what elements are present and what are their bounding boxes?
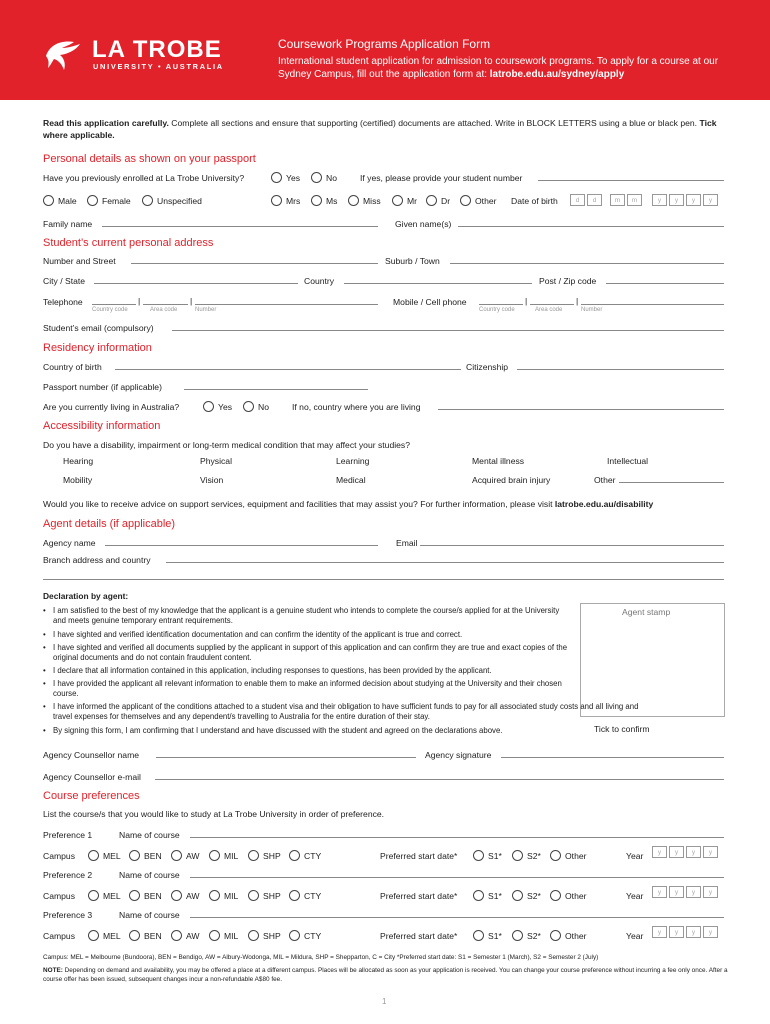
branch-address-label: Branch address and country: [43, 555, 151, 565]
country-of-birth-field[interactable]: [115, 369, 461, 370]
preference-label: Preference 1: [43, 830, 93, 840]
disability-link[interactable]: latrobe.edu.au/disability: [554, 499, 654, 509]
preference-label: Preference 3: [43, 910, 93, 920]
previous-enrolment-label: Have you previously enrolled at La Trobe University?: [43, 173, 245, 183]
postcode-label: Post / Zip code: [539, 276, 597, 286]
country-code-hint: Country code: [479, 307, 515, 313]
mobile-label: Mobile / Cell phone: [393, 297, 467, 307]
suburb-field[interactable]: [450, 263, 724, 264]
start-other-radio[interactable]: Other: [550, 930, 587, 941]
declaration-bullet: • I declare that all information contained in this application, including responses to questions, has been provided by the applicant.: [43, 666, 568, 676]
declaration-bullet: • By signing this form, I am confirming that I understand and have discussed with the student and agreed on the declarations above.: [43, 726, 568, 736]
campus-radio[interactable]: CTY: [289, 930, 321, 941]
campus-radio[interactable]: MIL: [209, 890, 238, 901]
student-number-label: If yes, please provide your student number: [360, 173, 523, 183]
campus-label: Campus: [43, 931, 75, 941]
section-residency-heading: Residency information: [43, 342, 152, 354]
citizenship-label: Citizenship: [466, 362, 509, 372]
disability-other-field[interactable]: [619, 482, 724, 483]
number-hint: Number: [581, 307, 603, 313]
living-no-radio[interactable]: No: [243, 401, 269, 412]
tick-to-confirm-checkbox[interactable]: Tick to confirm: [594, 724, 650, 734]
year-box[interactable]: y: [703, 846, 718, 858]
campus-radio[interactable]: AW: [171, 850, 200, 861]
country-label: Country: [304, 276, 335, 286]
agency-email-label: Email: [396, 538, 418, 548]
telephone-label: Telephone: [43, 297, 83, 307]
title-mrs-radio[interactable]: Mrs: [271, 195, 300, 206]
campus-legend: Campus: MEL = Melbourne (Bundoora), BEN = Bendigo, AW = Albury-Wodonga, MIL = Mildura, SHP = Shepparton, C = City *Preferred start date: S1 = Semester 1 (March), S2 = Semester 2 (July): [43, 954, 599, 961]
campus-radio[interactable]: CTY: [289, 850, 321, 861]
course-name-label: Name of course: [119, 830, 180, 840]
year-label: Year: [626, 931, 644, 941]
start-other-radio[interactable]: Other: [550, 850, 587, 861]
campus-radio[interactable]: SHP: [248, 890, 281, 901]
counsellor-email-field[interactable]: [155, 779, 724, 780]
disability-option[interactable]: Mental illness: [472, 456, 525, 466]
header-banner: [0, 0, 770, 100]
campus-label: Campus: [43, 891, 75, 901]
start-date-label: Preferred start date*: [380, 891, 458, 901]
disability-option[interactable]: Acquired brain injury: [472, 475, 551, 485]
campus-radio[interactable]: AW: [171, 890, 200, 901]
campus-radio[interactable]: SHP: [248, 850, 281, 861]
counsellor-name-field[interactable]: [156, 757, 416, 758]
family-name-field[interactable]: [102, 226, 378, 227]
year-box[interactable]: y: [686, 886, 701, 898]
agency-name-field[interactable]: [105, 545, 378, 546]
title-mr-radio[interactable]: Mr: [392, 195, 417, 206]
country-code-hint: Country code: [92, 307, 128, 313]
gender-female-radio[interactable]: Female: [87, 195, 131, 206]
year-box[interactable]: y: [669, 846, 684, 858]
dob-year-box[interactable]: y: [669, 194, 684, 206]
course-name-field[interactable]: [190, 877, 724, 878]
bird-logo-icon: [40, 36, 84, 74]
agent-declaration-heading: Declaration by agent:: [43, 591, 129, 601]
declaration-bullet: • I am satisfied to the best of my knowledge that the applicant is a genuine student who intends to complete the course/s applied for at the University and meets genuine temporary entrant requirements.: [43, 606, 568, 625]
year-box[interactable]: y: [652, 846, 667, 858]
section-course-heading: Course preferences: [43, 790, 140, 802]
agency-signature-label: Agency signature: [425, 750, 492, 760]
family-name-label: Family name: [43, 219, 93, 229]
mobile-country-code-field[interactable]: [479, 304, 523, 305]
dob-year-box[interactable]: y: [703, 194, 718, 206]
counsellor-email-label: Agency Counsellor e-mail: [43, 772, 141, 782]
campus-radio[interactable]: MIL: [209, 930, 238, 941]
year-box[interactable]: y: [703, 886, 718, 898]
citizenship-field[interactable]: [517, 369, 724, 370]
start-date-label: Preferred start date*: [380, 851, 458, 861]
year-box[interactable]: y: [669, 926, 684, 938]
start-s2-radio[interactable]: S2*: [512, 930, 541, 941]
section-accessibility-heading: Accessibility information: [43, 420, 161, 432]
disability-option[interactable]: Mobility: [63, 475, 93, 485]
year-box[interactable]: y: [686, 926, 701, 938]
dob-month-box[interactable]: m: [610, 194, 625, 206]
living-in-australia-label: Are you currently living in Australia?: [43, 402, 180, 412]
mobile-area-code-field[interactable]: [530, 304, 574, 305]
prev-yes-radio[interactable]: Yes: [271, 172, 300, 183]
title-ms-radio[interactable]: Ms: [311, 195, 337, 206]
campus-radio[interactable]: MEL: [88, 930, 121, 941]
logo-wordmark: LA TROBE: [92, 36, 222, 63]
student-number-field[interactable]: [538, 180, 724, 181]
agent-stamp-label: Agent stamp: [622, 607, 671, 617]
postcode-field[interactable]: [606, 283, 724, 284]
dob-day-box[interactable]: d: [587, 194, 602, 206]
campus-label: Campus: [43, 851, 75, 861]
start-s1-radio[interactable]: S1*: [473, 890, 502, 901]
country-of-birth-label: Country of birth: [43, 362, 102, 372]
area-code-hint: Area code: [535, 307, 563, 313]
country-living-label: If no, country where you are living: [292, 402, 421, 412]
number-hint: Number: [195, 307, 217, 313]
start-other-radio[interactable]: Other: [550, 890, 587, 901]
country-field[interactable]: [344, 283, 532, 284]
disability-option[interactable]: Physical: [200, 456, 232, 466]
course-name-field[interactable]: [190, 837, 724, 838]
mobile-number-field[interactable]: [581, 304, 724, 305]
page-number: 1: [382, 997, 387, 1006]
course-name-label: Name of course: [119, 870, 180, 880]
declaration-bullet: • I have provided the applicant all relevant information to enable them to make an informed decision about studying at the University and their chosen course.: [43, 679, 568, 698]
tel-area-code-field[interactable]: [143, 304, 188, 305]
start-s1-radio[interactable]: S1*: [473, 850, 502, 861]
year-box[interactable]: y: [669, 886, 684, 898]
declaration-bullet: • I have sighted and verified all documents supplied by the applicant in support of this application and can confirm they are true and exact copies of the original documents and do not contain fraudulent content.: [43, 643, 568, 662]
support-advice-question: Would you like to receive advice on support services, equipment and facilities that may assist you? For further information, please visit latrobe.edu.au/disability: [43, 499, 654, 509]
prev-no-radio[interactable]: No: [311, 172, 337, 183]
branch-address-field-2[interactable]: [43, 579, 724, 580]
year-box[interactable]: y: [703, 926, 718, 938]
form-title: Coursework Programs Application Form: [278, 37, 491, 51]
dob-year-box[interactable]: y: [686, 194, 701, 206]
declaration-bullet: • I have informed the applicant of the conditions attached to a student visa and their obligation to have sufficient funds to pay for all associated study costs and all living and travel expenses for themselves and any dependent/s travelling to Australia for the entire duration of their stay.: [43, 702, 653, 721]
email-label: Student’s email (compulsory): [43, 323, 154, 333]
course-instructions: List the course/s that you would like to study at La Trobe University in order of preference.: [43, 809, 385, 819]
campus-radio[interactable]: MEL: [88, 850, 121, 861]
email-field[interactable]: [172, 330, 724, 331]
city-label: City / State: [43, 276, 86, 286]
start-s2-radio[interactable]: S2*: [512, 890, 541, 901]
tel-number-field[interactable]: [195, 304, 378, 305]
disability-option[interactable]: Other: [594, 475, 616, 485]
declaration-bullet: • I have sighted and verified identification documentation and can confirm the identity of the applicant is true and correct.: [43, 630, 568, 640]
form-subtitle: International student application for admission to coursework programs. To apply for a course at our Sydney Campus, fill out the application form at: latrobe.edu.au/sydney/apply: [278, 56, 719, 80]
agency-email-field[interactable]: [420, 545, 724, 546]
year-label: Year: [626, 851, 644, 861]
counsellor-name-label: Agency Counsellor name: [43, 750, 140, 760]
logo-subtitle: UNIVERSITY • AUSTRALIA: [93, 62, 224, 71]
footer-note: NOTE: Depending on demand and availability, you may be offered a place at a different campus. Places will be allocated as soon as your application is received. You can change your course preference without incurring a fee only once. After a course offer has been issued, subsequent changes incur a non-refundable A$80 fee.: [43, 967, 728, 983]
title-miss-radio[interactable]: Miss: [348, 195, 381, 206]
preference-label: Preference 2: [43, 870, 93, 880]
title-other-radio[interactable]: Other: [460, 195, 497, 206]
gender-unspecified-radio[interactable]: Unspecified: [142, 195, 202, 206]
intro-text: Read this application carefully. Complete all sections and ensure that supporting (certified) documents are attached. Write in BLOCK LETTERS using a blue or black pen. Tick where applicable.: [43, 118, 717, 140]
year-box[interactable]: y: [652, 886, 667, 898]
title-dr-radio[interactable]: Dr: [426, 195, 450, 206]
agent-stamp-box[interactable]: [580, 603, 725, 717]
disability-option[interactable]: Vision: [200, 475, 224, 485]
disability-question: Do you have a disability, impairment or long-term medical condition that may affect your studies?: [43, 440, 411, 450]
course-name-label: Name of course: [119, 910, 180, 920]
disability-option[interactable]: Hearing: [63, 456, 94, 466]
tel-country-code-field[interactable]: [92, 304, 136, 305]
campus-radio[interactable]: AW: [171, 930, 200, 941]
start-s1-radio[interactable]: S1*: [473, 930, 502, 941]
living-yes-radio[interactable]: Yes: [203, 401, 232, 412]
dob-month-box[interactable]: m: [627, 194, 642, 206]
branch-address-field[interactable]: [166, 562, 724, 563]
campus-radio[interactable]: BEN: [129, 890, 162, 901]
campus-radio[interactable]: BEN: [129, 930, 162, 941]
disability-option[interactable]: Intellectual: [607, 456, 649, 466]
disability-option[interactable]: Medical: [336, 475, 366, 485]
start-s2-radio[interactable]: S2*: [512, 850, 541, 861]
section-personal-heading: Personal details as shown on your passport: [43, 153, 256, 165]
city-field[interactable]: [94, 283, 298, 284]
street-field[interactable]: [131, 263, 378, 264]
campus-radio[interactable]: MEL: [88, 890, 121, 901]
dob-year-box[interactable]: y: [652, 194, 667, 206]
passport-label: Passport number (if applicable): [43, 382, 162, 392]
given-name-field[interactable]: [458, 226, 724, 227]
suburb-label: Suburb / Town: [385, 256, 440, 266]
year-box[interactable]: y: [652, 926, 667, 938]
gender-male-radio[interactable]: Male: [43, 195, 77, 206]
dob-label: Date of birth: [511, 196, 558, 206]
passport-field[interactable]: [184, 389, 368, 390]
street-label: Number and Street: [43, 256, 116, 266]
campus-radio[interactable]: BEN: [129, 850, 162, 861]
campus-radio[interactable]: CTY: [289, 890, 321, 901]
campus-radio[interactable]: SHP: [248, 930, 281, 941]
section-address-heading: Student’s current personal address: [43, 237, 214, 249]
year-box[interactable]: y: [686, 846, 701, 858]
agency-name-label: Agency name: [43, 538, 96, 548]
given-name-label: Given name(s): [395, 219, 452, 229]
course-name-field[interactable]: [190, 917, 724, 918]
year-label: Year: [626, 891, 644, 901]
agency-signature-field[interactable]: [501, 757, 724, 758]
disability-option[interactable]: Learning: [336, 456, 370, 466]
country-living-field[interactable]: [438, 409, 724, 410]
start-date-label: Preferred start date*: [380, 931, 458, 941]
campus-radio[interactable]: MIL: [209, 850, 238, 861]
apply-link[interactable]: latrobe.edu.au/sydney/apply: [489, 69, 625, 80]
dob-day-box[interactable]: d: [570, 194, 585, 206]
section-agent-heading: Agent details (if applicable): [43, 518, 176, 530]
area-code-hint: Area code: [150, 307, 178, 313]
